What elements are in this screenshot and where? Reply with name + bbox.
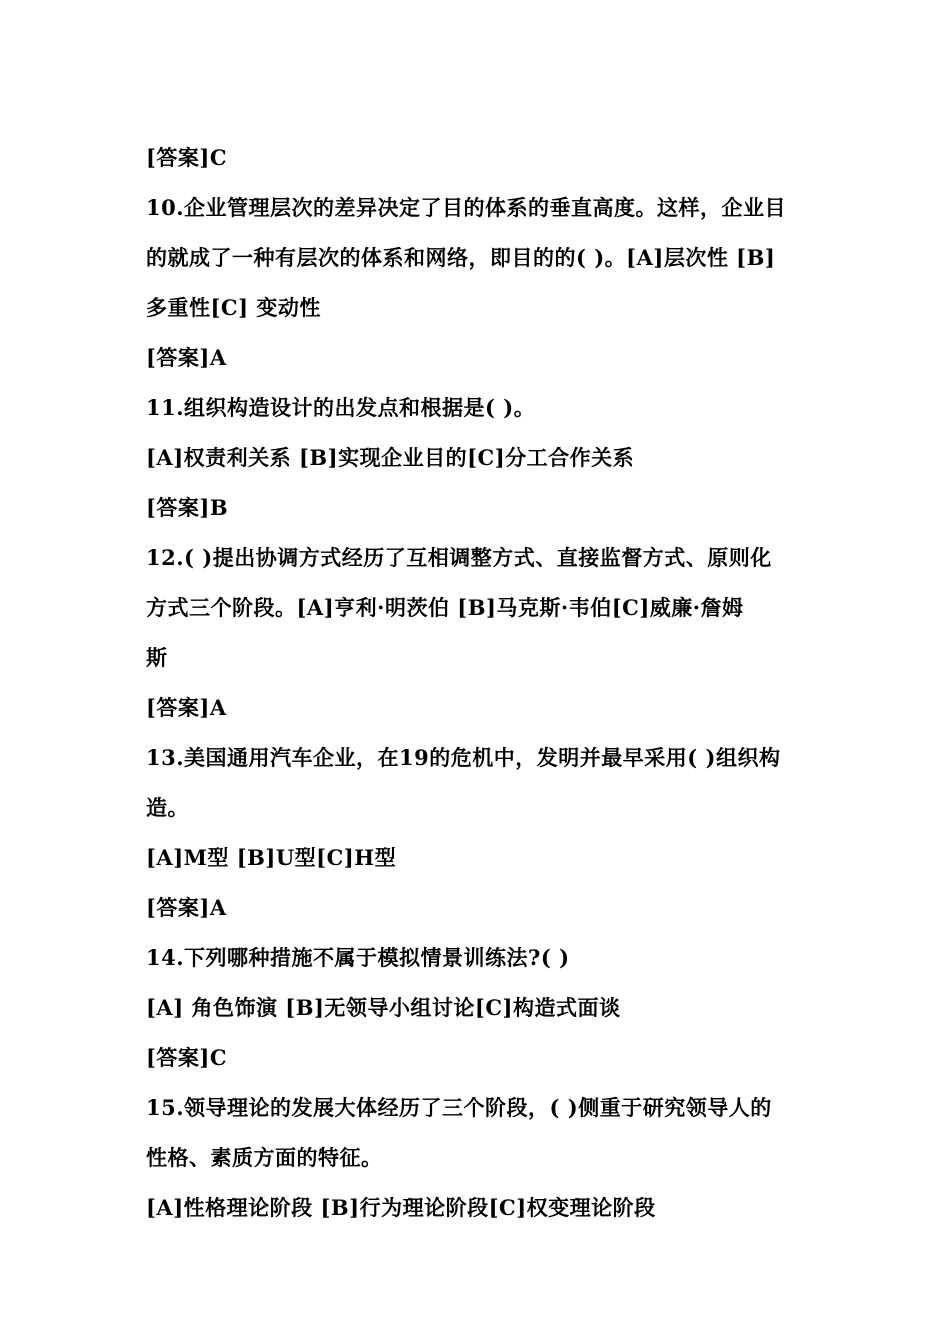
question-14: 14.下列哪种措施不属于模拟情景训练法?( ) [146,945,570,970]
question-13-line-1: 13.美国通用汽车企业，在19的危机中，发明并最早采用( )组织构 [146,745,781,770]
answer-10: [答案]A [146,345,227,370]
question-15-line-1: 15.领导理论的发展大体经历了三个阶段，( )侧重于研究领导人的 [146,1095,772,1120]
answer-13: [答案]A [146,895,227,920]
question-13-options: [A]M型 [B]U型[C]H型 [146,845,397,870]
question-12-line-3: 斯 [146,645,168,670]
question-15-options: [A]性格理论阶段 [B]行为理论阶段[C]权变理论阶段 [146,1195,656,1220]
question-10-line-1: 10.企业管理层次的差异决定了目的体系的垂直高度。这样，企业目 [146,195,787,220]
question-10-line-3: 多重性[C] 变动性 [146,295,321,320]
answer-9: [答案]C [146,145,228,170]
question-14-options: [A] 角色饰演 [B]无领导小组讨论[C]构造式面谈 [146,995,621,1020]
answer-12: [答案]A [146,695,227,720]
question-11-options: [A]权责利关系 [B]实现企业目的[C]分工合作关系 [146,445,635,470]
question-13-line-2: 造。 [146,795,189,820]
answer-14: [答案]C [146,1045,228,1070]
answer-11: [答案]B [146,495,229,520]
question-10-line-2: 的就成了一种有层次的体系和网络，即目的的( )。[A]层次性 [B] [146,245,776,270]
question-15-line-2: 性格、素质方面的特征。 [146,1145,383,1170]
question-12-line-1: 12.( )提出协调方式经历了互相调整方式、直接监督方式、原则化 [146,545,772,570]
question-11: 11.组织构造设计的出发点和根据是( )。 [146,395,536,420]
question-12-line-2: 方式三个阶段。[A]亨利·明茨伯 [B]马克斯·韦伯[C]威廉·詹姆 [146,595,744,620]
document-page [146,133,816,1233]
